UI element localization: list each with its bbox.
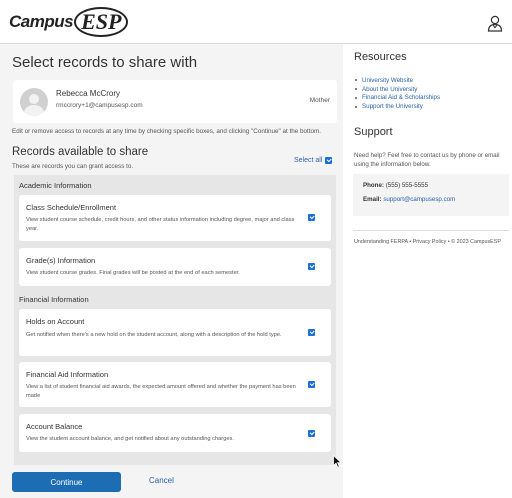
select-all-checkbox[interactable]	[325, 157, 332, 164]
footer-divider	[353, 230, 509, 231]
record-description: Get notified when there's a new hold on the student account, along with a description of the hold type.	[26, 332, 282, 338]
support-text: Need help? Feel free to contact us by phone or email using the information below.	[354, 152, 500, 168]
phone-label: Phone:	[363, 182, 384, 189]
record-checkbox[interactable]	[308, 329, 315, 336]
logo-esp-text: ESP	[74, 7, 128, 37]
profile-relation: Mother	[309, 97, 330, 104]
profile-email: rmccrory+1@campusesp.com	[56, 102, 143, 109]
campusesp-logo[interactable]	[9, 6, 128, 38]
resource-link[interactable]: University Website	[355, 76, 440, 85]
record-title: Grade(s) Information	[26, 256, 96, 265]
support-email-link[interactable]: support@campusesp.com	[383, 196, 456, 203]
sidebar	[345, 44, 512, 498]
record-card-financial-aid[interactable]	[19, 362, 331, 407]
record-card-grades[interactable]	[19, 248, 331, 286]
resources-title: Resources	[354, 51, 407, 63]
select-all-label[interactable]: Select all	[294, 157, 323, 164]
top-bar	[0, 0, 512, 44]
section-subtitle: These are records you can grant access to.	[12, 163, 134, 170]
contact-box	[353, 174, 509, 216]
resource-link[interactable]: Financial Aid & Scholarships	[355, 94, 440, 103]
phone-row	[363, 182, 428, 189]
record-checkbox[interactable]	[308, 214, 315, 221]
record-title: Account Balance	[26, 422, 83, 431]
email-label: Email:	[363, 196, 382, 203]
section-title: Records available to share	[12, 146, 149, 158]
mouse-cursor-icon	[333, 455, 342, 468]
select-all-toggle[interactable]	[294, 157, 332, 164]
footer-links[interactable]: Understanding FERPA • Privacy Policy • © 2023 CampusESP	[354, 239, 501, 245]
profile-card	[13, 80, 337, 123]
record-card-account-balance[interactable]	[19, 414, 331, 452]
continue-button[interactable]: Continue	[12, 472, 121, 492]
support-title: Support	[354, 126, 393, 138]
record-title: Class Schedule/Enrollment	[26, 203, 117, 212]
phone-value: (555) 555-5555	[385, 182, 429, 189]
edit-hint: Edit or remove access to records at any time by checking specific boxes, and clicking "Continue" at the bottom.	[12, 128, 321, 135]
resource-link[interactable]: Support the University	[355, 102, 440, 111]
record-checkbox[interactable]	[308, 263, 315, 270]
record-description: View a list of student financial aid awards, the expected amount offered and whether the payment has been made	[26, 384, 296, 399]
resources-list	[355, 76, 440, 111]
resource-link[interactable]: About the University	[355, 85, 440, 94]
record-card-class-schedule[interactable]	[19, 195, 331, 241]
record-card-holds[interactable]	[19, 309, 331, 356]
record-checkbox[interactable]	[308, 381, 315, 388]
email-row	[363, 196, 455, 203]
page-title: Select records to share with	[12, 54, 198, 71]
profile-name: Rebecca McCrory	[56, 89, 121, 98]
user-icon[interactable]	[486, 14, 504, 32]
record-title: Financial Aid Information	[26, 370, 109, 379]
group-label-financial: Financial Information	[19, 295, 89, 304]
record-checkbox[interactable]	[308, 430, 315, 437]
group-label-academic: Academic Information	[19, 181, 92, 190]
avatar	[20, 88, 48, 116]
cancel-button[interactable]: Cancel	[149, 476, 174, 485]
logo-campus-text: Campus	[9, 12, 74, 31]
record-description: View student course schedule, credit hours, and other status information including degree, major and class year.	[26, 217, 295, 232]
record-title: Holds on Account	[26, 317, 85, 326]
record-description: View student course grades. Final grades will be posted at the end of each semester.	[26, 270, 240, 276]
record-description: View the student account balance, and get notified about any outstanding charges.	[26, 436, 234, 442]
